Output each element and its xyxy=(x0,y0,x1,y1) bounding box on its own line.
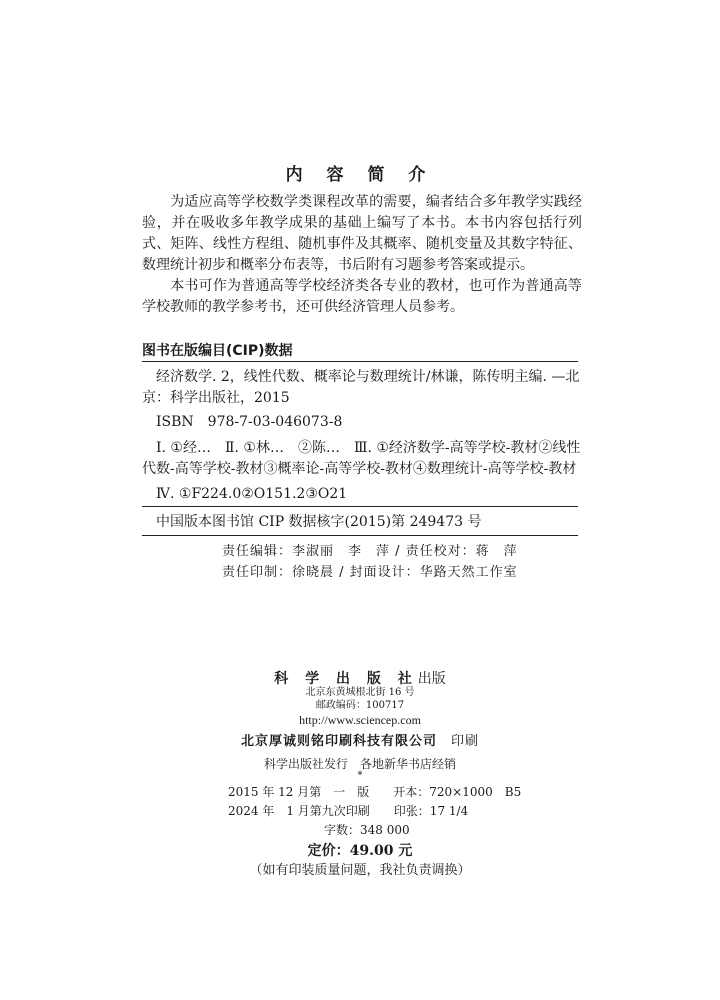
cip-bottom-rule xyxy=(142,535,578,536)
publisher-address: 北京东黄城根北街 16 号 xyxy=(305,687,415,698)
edition-line-1: 2015 年 12 月第 一 版 开本：720×1000 B5 xyxy=(228,785,522,799)
intro-paragraph-1 xyxy=(142,192,582,276)
credits-production: 责任印制：徐晓晨 / 封面设计：华路天然工作室 xyxy=(222,565,518,580)
publisher-postcode: 邮政编码：100717 xyxy=(315,700,405,711)
quality-note: （如有印装质量问题，我社负责调换） xyxy=(249,863,471,878)
price-label: 定价： xyxy=(307,843,350,859)
separator-star: * xyxy=(357,770,363,781)
printer-line xyxy=(0,730,720,749)
cip-header: 图书在版编目(CIP)数据 xyxy=(142,343,293,359)
edition-line-3: 字数：348 000 xyxy=(228,823,410,837)
credits-editors: 责任编辑：李淑丽 李 萍 / 责任校对：蒋 萍 xyxy=(222,544,518,559)
publisher-name: 科 学 出 版 社 xyxy=(274,671,418,687)
intro-title: 内 容 简 介 xyxy=(285,165,435,185)
edition-line-2: 2024 年 1 月第九次印刷 印张：17 1/4 xyxy=(228,804,469,818)
publisher-url: http://www.sciencep.com xyxy=(299,713,421,727)
price-line xyxy=(0,840,720,860)
cip-top-rule xyxy=(142,361,578,362)
intro-paragraph-2 xyxy=(142,276,582,318)
cip-isbn: ISBN 978-7-03-046073-8 xyxy=(156,414,343,430)
distribution-line: 科学出版社发行 各地新华书店经销 xyxy=(263,757,456,771)
printer-suffix: 印刷 xyxy=(451,734,480,749)
publisher-name-suffix: 出版 xyxy=(417,671,446,687)
cip-number: 中国版本图书馆 CIP 数据核字(2015)第 249473 号 xyxy=(156,514,482,530)
intro-paragraph-2-text: 本书可作为普通高等学校经济类各专业的教材，也可作为普通高等学校教师的教学参考书，还可供经济管理人员参考。 xyxy=(142,278,582,315)
publisher-name-line xyxy=(0,668,720,688)
intro-paragraph-1-text: 为适应高等学校数学类课程改革的需要，编者结合多年教学实践经验，并在吸收多年教学成果的基础上编写了本书。本书内容包括行列式、矩阵、线性方程组、随机事件及其概率、随机变量及其数字特征、数理统计初步和概率分布表等，书后附有习题参考答案或提示。 xyxy=(142,194,582,273)
cip-subjects: Ⅰ. ①经… Ⅱ. ①林… ②陈… Ⅲ. ①经济数学-高等学校-教材②线性代数-高等学校-教材③概率论-高等学校-教材④数理统计-高等学校-教材 xyxy=(142,440,581,477)
cip-record: 经济数学. 2，线性代数、概率论与数理统计/林谦，陈传明主编. —北京：科学出版社，2015 xyxy=(142,369,580,406)
price-value: 49.00 元 xyxy=(349,843,413,859)
cip-classification: Ⅳ. ①F224.0②O151.2③O21 xyxy=(156,486,348,502)
cip-mid-rule xyxy=(142,506,578,507)
printer-name: 北京厚诚则铭印刷科技有限公司 xyxy=(240,734,437,749)
